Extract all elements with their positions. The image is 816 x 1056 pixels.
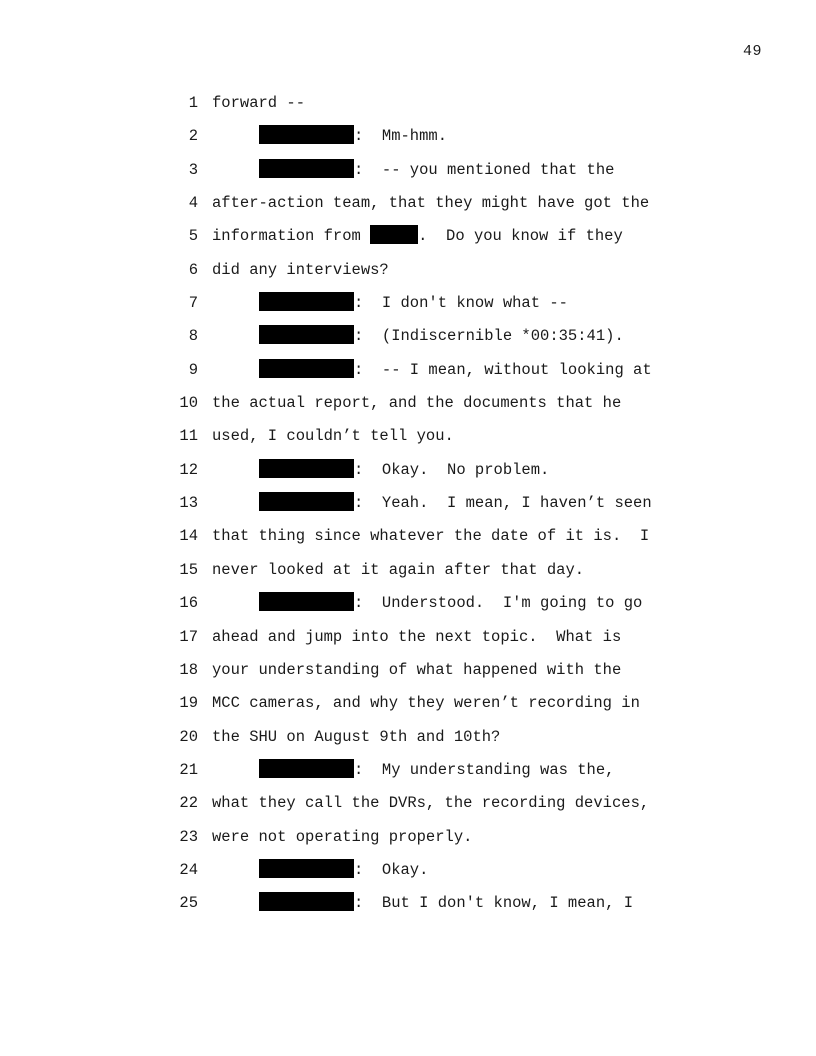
line-text-before: what they call the DVRs, the recording devices, xyxy=(212,794,650,813)
line-text-before: ahead and jump into the next topic. What is xyxy=(212,627,622,646)
transcript-line xyxy=(0,287,816,320)
line-text-after: : I don't know what -- xyxy=(354,294,568,313)
line-number: 23 xyxy=(179,827,198,846)
page-number: 49 xyxy=(742,43,762,60)
line-number: 19 xyxy=(179,694,198,713)
line-text-after: : Understood. I'm going to go xyxy=(354,594,643,613)
transcript-line xyxy=(0,120,816,153)
line-number: 4 xyxy=(188,194,198,213)
redacted-speaker-name xyxy=(259,292,354,311)
line-number: 2 xyxy=(188,127,198,146)
line-text xyxy=(212,687,640,720)
line-number: 16 xyxy=(179,594,198,613)
line-text-before: MCC cameras, and why they weren’t recording in xyxy=(212,694,640,713)
redacted-speaker-name xyxy=(259,859,354,878)
line-text-before: that thing since whatever the date of it is. I xyxy=(212,527,650,546)
line-text-after: . Do you know if they xyxy=(418,227,623,246)
line-number: 9 xyxy=(188,360,198,379)
redacted-speaker-name xyxy=(259,759,354,778)
line-text-after: : -- you mentioned that the xyxy=(354,160,615,179)
line-text xyxy=(259,120,447,153)
line-text-before: after-action team, that they might have got the xyxy=(212,194,650,213)
line-text xyxy=(212,87,305,120)
line-text xyxy=(212,187,649,220)
line-number: 21 xyxy=(179,760,198,779)
line-number: 20 xyxy=(179,727,198,746)
transcript-line xyxy=(0,854,816,887)
line-text xyxy=(212,420,454,453)
line-text-before: your understanding of what happened with the xyxy=(212,660,622,679)
transcript-line xyxy=(0,520,816,553)
redacted-speaker-name xyxy=(259,325,354,344)
transcript-body xyxy=(0,87,816,921)
line-number: 11 xyxy=(179,427,198,446)
line-number: 5 xyxy=(188,227,198,246)
line-text xyxy=(259,354,652,387)
line-text-after: : Okay. No problem. xyxy=(354,460,550,479)
transcript-line xyxy=(0,354,816,387)
transcript-line xyxy=(0,187,816,220)
line-text xyxy=(212,721,500,754)
line-number: 13 xyxy=(179,494,198,513)
line-text xyxy=(259,154,614,187)
transcript-line xyxy=(0,554,816,587)
line-text xyxy=(259,854,428,887)
line-text-after: : But I don't know, I mean, I xyxy=(354,894,634,913)
transcript-line xyxy=(0,387,816,420)
line-text xyxy=(212,787,649,820)
transcript-line xyxy=(0,87,816,120)
transcript-line xyxy=(0,454,816,487)
transcript-line xyxy=(0,721,816,754)
transcript-line xyxy=(0,587,816,620)
line-number: 1 xyxy=(188,94,198,112)
line-text-before: did any interviews? xyxy=(212,260,389,279)
line-text xyxy=(212,621,621,654)
transcript-line xyxy=(0,887,816,920)
transcript-line xyxy=(0,420,816,453)
redacted-text xyxy=(370,225,418,244)
redacted-speaker-name xyxy=(259,159,354,178)
line-text xyxy=(212,554,584,587)
line-number: 8 xyxy=(188,327,198,346)
redacted-speaker-name xyxy=(259,492,354,511)
line-text xyxy=(259,587,642,620)
line-text xyxy=(259,887,633,920)
line-number: 3 xyxy=(188,160,198,179)
transcript-line xyxy=(0,254,816,287)
line-text-after: : My understanding was the, xyxy=(354,760,615,779)
line-text xyxy=(259,454,549,487)
line-text xyxy=(212,654,621,687)
line-text xyxy=(259,754,614,787)
redacted-speaker-name xyxy=(259,359,354,378)
transcript-line xyxy=(0,687,816,720)
line-number: 15 xyxy=(179,560,198,579)
transcript-line xyxy=(0,320,816,353)
transcript-line xyxy=(0,787,816,820)
redacted-speaker-name xyxy=(259,125,354,144)
line-text xyxy=(212,821,472,854)
line-text xyxy=(259,287,568,320)
transcript-line xyxy=(0,654,816,687)
line-text-before: were not operating properly. xyxy=(212,827,473,846)
transcript-line xyxy=(0,154,816,187)
line-text xyxy=(212,254,389,287)
line-text xyxy=(212,520,649,553)
transcript-line xyxy=(0,621,816,654)
line-text-after: : -- I mean, without looking at xyxy=(354,360,652,379)
transcript-line xyxy=(0,220,816,253)
line-text xyxy=(212,387,621,420)
line-number: 6 xyxy=(188,260,198,279)
line-text-before: never looked at it again after that day. xyxy=(212,560,585,579)
transcript-line xyxy=(0,754,816,787)
line-number: 17 xyxy=(179,627,198,646)
line-text-before: forward -- xyxy=(212,94,306,112)
redacted-speaker-name xyxy=(259,459,354,478)
line-text xyxy=(259,320,624,353)
line-number: 10 xyxy=(179,394,198,413)
line-number: 7 xyxy=(188,294,198,313)
line-text-before: the actual report, and the documents that he xyxy=(212,394,622,413)
line-text-before: the SHU on August 9th and 10th? xyxy=(212,727,501,746)
line-number: 12 xyxy=(179,460,198,479)
line-number: 22 xyxy=(179,794,198,813)
line-number: 14 xyxy=(179,527,198,546)
transcript-line xyxy=(0,487,816,520)
transcript-line xyxy=(0,821,816,854)
line-text-after: : Yeah. I mean, I haven’t seen xyxy=(354,494,652,513)
line-number: 18 xyxy=(179,660,198,679)
line-text xyxy=(259,487,652,520)
redacted-speaker-name xyxy=(259,892,354,911)
line-text-after: : (Indiscernible *00:35:41). xyxy=(354,327,624,346)
line-text-before: used, I couldn’t tell you. xyxy=(212,427,454,446)
line-number: 25 xyxy=(179,894,198,913)
line-text-after: : Okay. xyxy=(354,860,429,879)
line-number: 24 xyxy=(179,860,198,879)
line-text-before: information from xyxy=(212,227,371,246)
line-text xyxy=(212,220,623,253)
redacted-speaker-name xyxy=(259,592,354,611)
line-text-after: : Mm-hmm. xyxy=(354,127,448,146)
